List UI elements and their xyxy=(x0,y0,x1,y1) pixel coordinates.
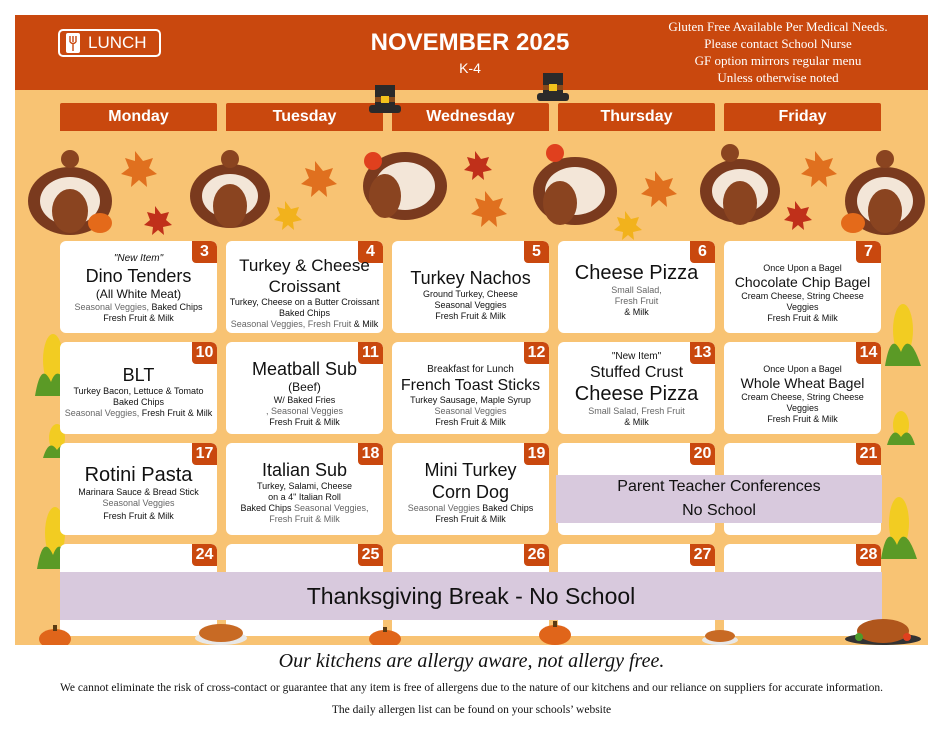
menu-item-title: Turkey Nachos xyxy=(410,268,531,288)
menu-item-title: Mini Turkey xyxy=(424,460,517,480)
pie-icon xyxy=(193,620,249,645)
lunch-logo xyxy=(58,29,161,57)
menu-item-title: Cheese Pizza xyxy=(574,262,699,284)
day-cell-17 xyxy=(60,443,217,535)
date-number: 14 xyxy=(856,342,881,364)
date-number: 3 xyxy=(192,241,217,263)
side-text: Fresh Fruit xyxy=(614,296,659,306)
date-number: 25 xyxy=(358,544,383,566)
theme-tag: Breakfast for Lunch xyxy=(427,364,514,375)
day-cell-19 xyxy=(392,443,549,535)
side-text: Baked Chips xyxy=(479,503,534,513)
pilgrim-hat-icon xyxy=(365,81,405,115)
menu-item-subtitle: (Beef) xyxy=(288,380,321,394)
menu-item-title: Stuffed Crust xyxy=(589,364,684,381)
side-text: Small Salad, Fresh Fruit xyxy=(588,406,685,416)
side-text: Fresh Fruit & Milk xyxy=(139,408,213,418)
thanksgiving-notice: Thanksgiving Break - No School xyxy=(60,572,882,620)
date-number: 26 xyxy=(524,544,549,566)
side-text: Veggies xyxy=(786,302,819,312)
grade-label: K-4 xyxy=(459,60,481,76)
pumpkin-icon xyxy=(537,619,573,645)
corn-icon xyxy=(883,407,919,447)
side-text: W/ Baked Fries xyxy=(273,395,336,405)
day-header-thursday: Thursday xyxy=(558,103,715,131)
side-text: Fresh Fruit & Milk xyxy=(767,414,838,424)
turkey-icon xyxy=(28,150,112,235)
corn-icon xyxy=(877,493,921,563)
header-banner xyxy=(15,15,928,90)
pumpkin-icon xyxy=(367,627,403,645)
page-title: NOVEMBER 2025 xyxy=(370,29,570,56)
side-text: Marinara Sauce & Bread Stick xyxy=(78,487,199,497)
new-item-tag: "New Item" xyxy=(113,253,164,264)
allergy-aware-statement: Our kitchens are allergy aware, not allergy free. xyxy=(278,650,665,672)
side-text: Fresh Fruit & Milk xyxy=(103,313,174,323)
day-cell-18 xyxy=(226,443,383,535)
date-number: 5 xyxy=(524,241,549,263)
menu-item-title: Italian Sub xyxy=(261,460,348,480)
gluten-note-line: Please contact School Nurse xyxy=(704,36,852,51)
day-header-friday: Friday xyxy=(724,103,881,131)
day-cell-4 xyxy=(226,241,383,333)
menu-item-title-line2: Cheese Pizza xyxy=(574,383,699,405)
date-number: 18 xyxy=(358,443,383,465)
menu-item-title: BLT xyxy=(122,365,155,385)
pumpkin-icon xyxy=(37,625,73,645)
turkey-icon xyxy=(533,144,617,225)
menu-item-title: Chocolate Chip Bagel xyxy=(734,274,871,290)
lunch-label: LUNCH xyxy=(88,33,147,52)
turkey-icon xyxy=(363,152,447,220)
side-text: Seasonal Veggies xyxy=(434,406,507,416)
gluten-note-line: Gluten Free Available Per Medical Needs. xyxy=(668,19,888,34)
side-text: Small Salad, xyxy=(611,285,662,295)
day-cell-7 xyxy=(724,241,881,333)
date-number: 11 xyxy=(358,342,383,364)
turkey-icon xyxy=(190,150,270,228)
menu-item-title: Dino Tenders xyxy=(85,266,192,286)
day-cell-14 xyxy=(724,342,881,434)
pilgrim-hat-icon xyxy=(533,69,573,103)
day-cell-5 xyxy=(392,241,549,333)
day-header-wednesday: Wednesday xyxy=(392,103,549,131)
side-text: Turkey Bacon, Lettuce & Tomato xyxy=(73,386,204,396)
side-text: Fresh Fruit & Milk xyxy=(435,417,506,427)
date-number: 12 xyxy=(524,342,549,364)
date-number: 7 xyxy=(856,241,881,263)
turkey-icon xyxy=(700,144,780,225)
day-cell-12 xyxy=(392,342,549,434)
pie-icon xyxy=(700,627,740,645)
side-text: Turkey Sausage, Maple Syrup xyxy=(410,395,531,405)
menu-item-subtitle: (All White Meat) xyxy=(95,287,182,301)
date-number: 28 xyxy=(856,544,881,566)
side-text: Ground Turkey, Cheese xyxy=(423,289,518,299)
date-number: 13 xyxy=(690,342,715,364)
day-cell-13 xyxy=(558,342,715,434)
menu-item-title: Whole Wheat Bagel xyxy=(740,375,865,391)
side-text: Baked Chips xyxy=(112,397,165,407)
day-header-tuesday: Tuesday xyxy=(226,103,383,131)
date-number: 17 xyxy=(192,443,217,465)
side-text: Fresh Fruit & Milk xyxy=(435,514,506,524)
side-text: Seasonal Veggies xyxy=(407,503,480,513)
side-text: & Milk xyxy=(624,417,649,427)
conference-notice-line1: Parent Teacher Conferences xyxy=(617,478,821,495)
conference-notice xyxy=(556,475,882,523)
day-cell-3 xyxy=(60,241,217,333)
autumn-decoration xyxy=(15,131,928,245)
side-text: Baked Chips xyxy=(278,308,331,318)
date-number: 24 xyxy=(192,544,217,566)
side-text: Seasonal Veggies xyxy=(102,498,175,508)
side-text: Veggies xyxy=(786,403,819,413)
side-text: Cream Cheese, String Cheese xyxy=(741,291,864,301)
gluten-note-line: GF option mirrors regular menu xyxy=(694,53,862,68)
menu-item-title: Turkey & Cheese Croissant xyxy=(239,256,370,296)
side-text: Fresh Fruit & Milk xyxy=(103,511,174,521)
side-text: & Milk xyxy=(351,319,379,329)
side-text: Fresh Fruit & Milk xyxy=(435,311,506,321)
allergen-list-note: The daily allergen list can be found on your schools’ website xyxy=(331,704,612,716)
side-text: Seasonal Veggies, xyxy=(291,503,369,513)
side-text: Turkey, Cheese on a Butter Croissant xyxy=(229,297,380,307)
side-text: , Seasonal Veggies xyxy=(265,406,344,416)
turkey-icon xyxy=(841,150,925,235)
side-text: Seasonal Veggies xyxy=(434,300,507,310)
gluten-note-line: Unless otherwise noted xyxy=(717,70,839,85)
day-header-monday: Monday xyxy=(60,103,217,131)
corn-icon xyxy=(881,300,925,370)
menu-sheet xyxy=(15,15,928,645)
menu-item-title-line2: Corn Dog xyxy=(431,482,510,502)
side-text: Turkey, Salami, Cheese xyxy=(256,481,353,491)
day-cell-10 xyxy=(60,342,217,434)
date-number: 20 xyxy=(690,443,715,465)
side-text: Fresh Fruit & Milk xyxy=(767,313,838,323)
date-number: 10 xyxy=(192,342,217,364)
date-number: 21 xyxy=(856,443,881,465)
day-cell-11 xyxy=(226,342,383,434)
allergen-disclaimer: We cannot eliminate the risk of cross-contact or guarantee that any item is free of allergens due to the nature of our kitchens and our reliance on suppliers for accurate information. xyxy=(59,682,884,694)
vendor-tag: Once Upon a Bagel xyxy=(763,364,842,374)
gluten-free-note xyxy=(637,18,919,86)
date-number: 27 xyxy=(690,544,715,566)
roast-turkey-icon xyxy=(843,615,923,645)
menu-item-title: Rotini Pasta xyxy=(84,464,193,486)
side-text: on a 4" Italian Roll xyxy=(268,492,341,502)
side-text: Seasonal Veggies, Fresh Fruit xyxy=(230,319,352,329)
menu-item-title: Meatball Sub xyxy=(251,359,358,379)
side-text: Baked Chips xyxy=(149,302,203,312)
side-text: Fresh Fruit & Milk xyxy=(269,417,340,427)
menu-item-title: French Toast Sticks xyxy=(400,377,541,394)
side-text: Seasonal Veggies, xyxy=(64,408,140,418)
side-text: Cream Cheese, String Cheese xyxy=(741,392,864,402)
day-cell-6 xyxy=(558,241,715,333)
vendor-tag: Once Upon a Bagel xyxy=(763,263,842,273)
conference-notice-line2: No School xyxy=(682,502,756,519)
side-text: Seasonal Veggies, xyxy=(74,302,150,312)
date-number: 6 xyxy=(690,241,715,263)
fork-icon xyxy=(66,33,80,53)
date-number: 4 xyxy=(358,241,383,263)
side-text: Baked Chips xyxy=(240,503,292,513)
new-item-tag: "New Item" xyxy=(611,351,662,362)
side-text: & Milk xyxy=(624,307,649,317)
date-number: 19 xyxy=(524,443,549,465)
side-text: Fresh Fruit & Milk xyxy=(269,514,340,524)
